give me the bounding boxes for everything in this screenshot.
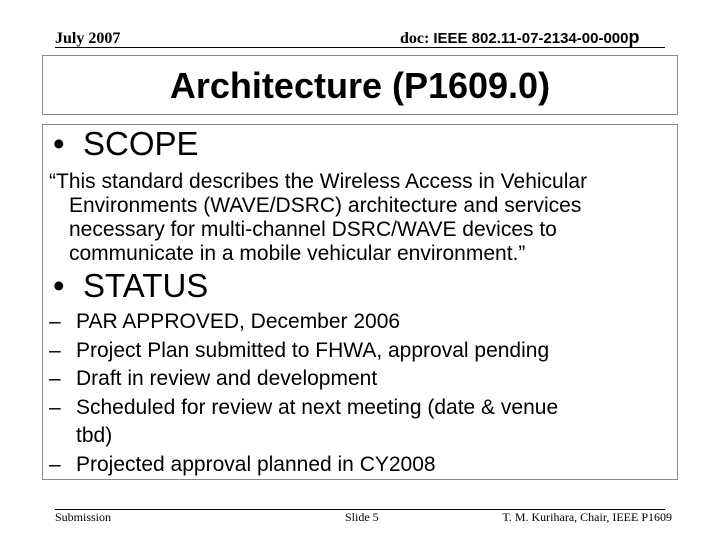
scope-line: “This standard describes the Wireless Access in Vehicular xyxy=(49,170,588,193)
content-box xyxy=(42,124,678,480)
header-rule xyxy=(55,47,665,48)
scope-heading-text: SCOPE xyxy=(83,125,199,162)
title-box xyxy=(42,55,678,115)
dash-bullet: – xyxy=(49,395,61,419)
scope-heading xyxy=(53,125,199,163)
doc-label: doc: xyxy=(400,30,430,47)
dash-bullet: – xyxy=(49,452,61,476)
status-item: – PAR APPROVED, December 2006 xyxy=(49,308,669,337)
scope-line: Environments (WAVE/DSRC) architecture and services xyxy=(69,194,582,217)
doc-suffix: p xyxy=(628,27,640,47)
footer-author: T. M. Kurihara, Chair, IEEE P1609 xyxy=(502,510,672,524)
scope-quote xyxy=(49,170,669,266)
status-bullet: • xyxy=(53,267,65,304)
dash-bullet: – xyxy=(49,338,61,362)
scope-line: necessary for multi-channel DSRC/WAVE devices to xyxy=(69,218,557,241)
slide-title: Architecture (P1609.0) xyxy=(169,65,551,106)
scope-line: communicate in a mobile vehicular environment.” xyxy=(69,242,526,265)
status-item: – Draft in review and development xyxy=(49,365,669,394)
status-item: – Projected approval planned in CY2008 xyxy=(49,451,669,480)
status-heading-text: STATUS xyxy=(83,267,209,304)
scope-bullet: • xyxy=(53,125,65,162)
status-list xyxy=(49,308,669,479)
footer-submission: Submission xyxy=(55,510,112,524)
dash-bullet: – xyxy=(49,310,61,333)
header-date: July 2007 xyxy=(55,30,121,47)
header-doc-id xyxy=(400,27,639,48)
doc-number: IEEE 802.11-07-2134-00-000 xyxy=(433,30,629,47)
status-item: – Scheduled for review at next meeting (date & venue tbd) xyxy=(49,395,559,447)
footer-slide-number: Slide 5 xyxy=(345,510,379,524)
dash-bullet: – xyxy=(49,367,61,390)
status-heading xyxy=(53,267,208,305)
status-item: – Project Plan submitted to FHWA, approval pending xyxy=(49,337,669,366)
